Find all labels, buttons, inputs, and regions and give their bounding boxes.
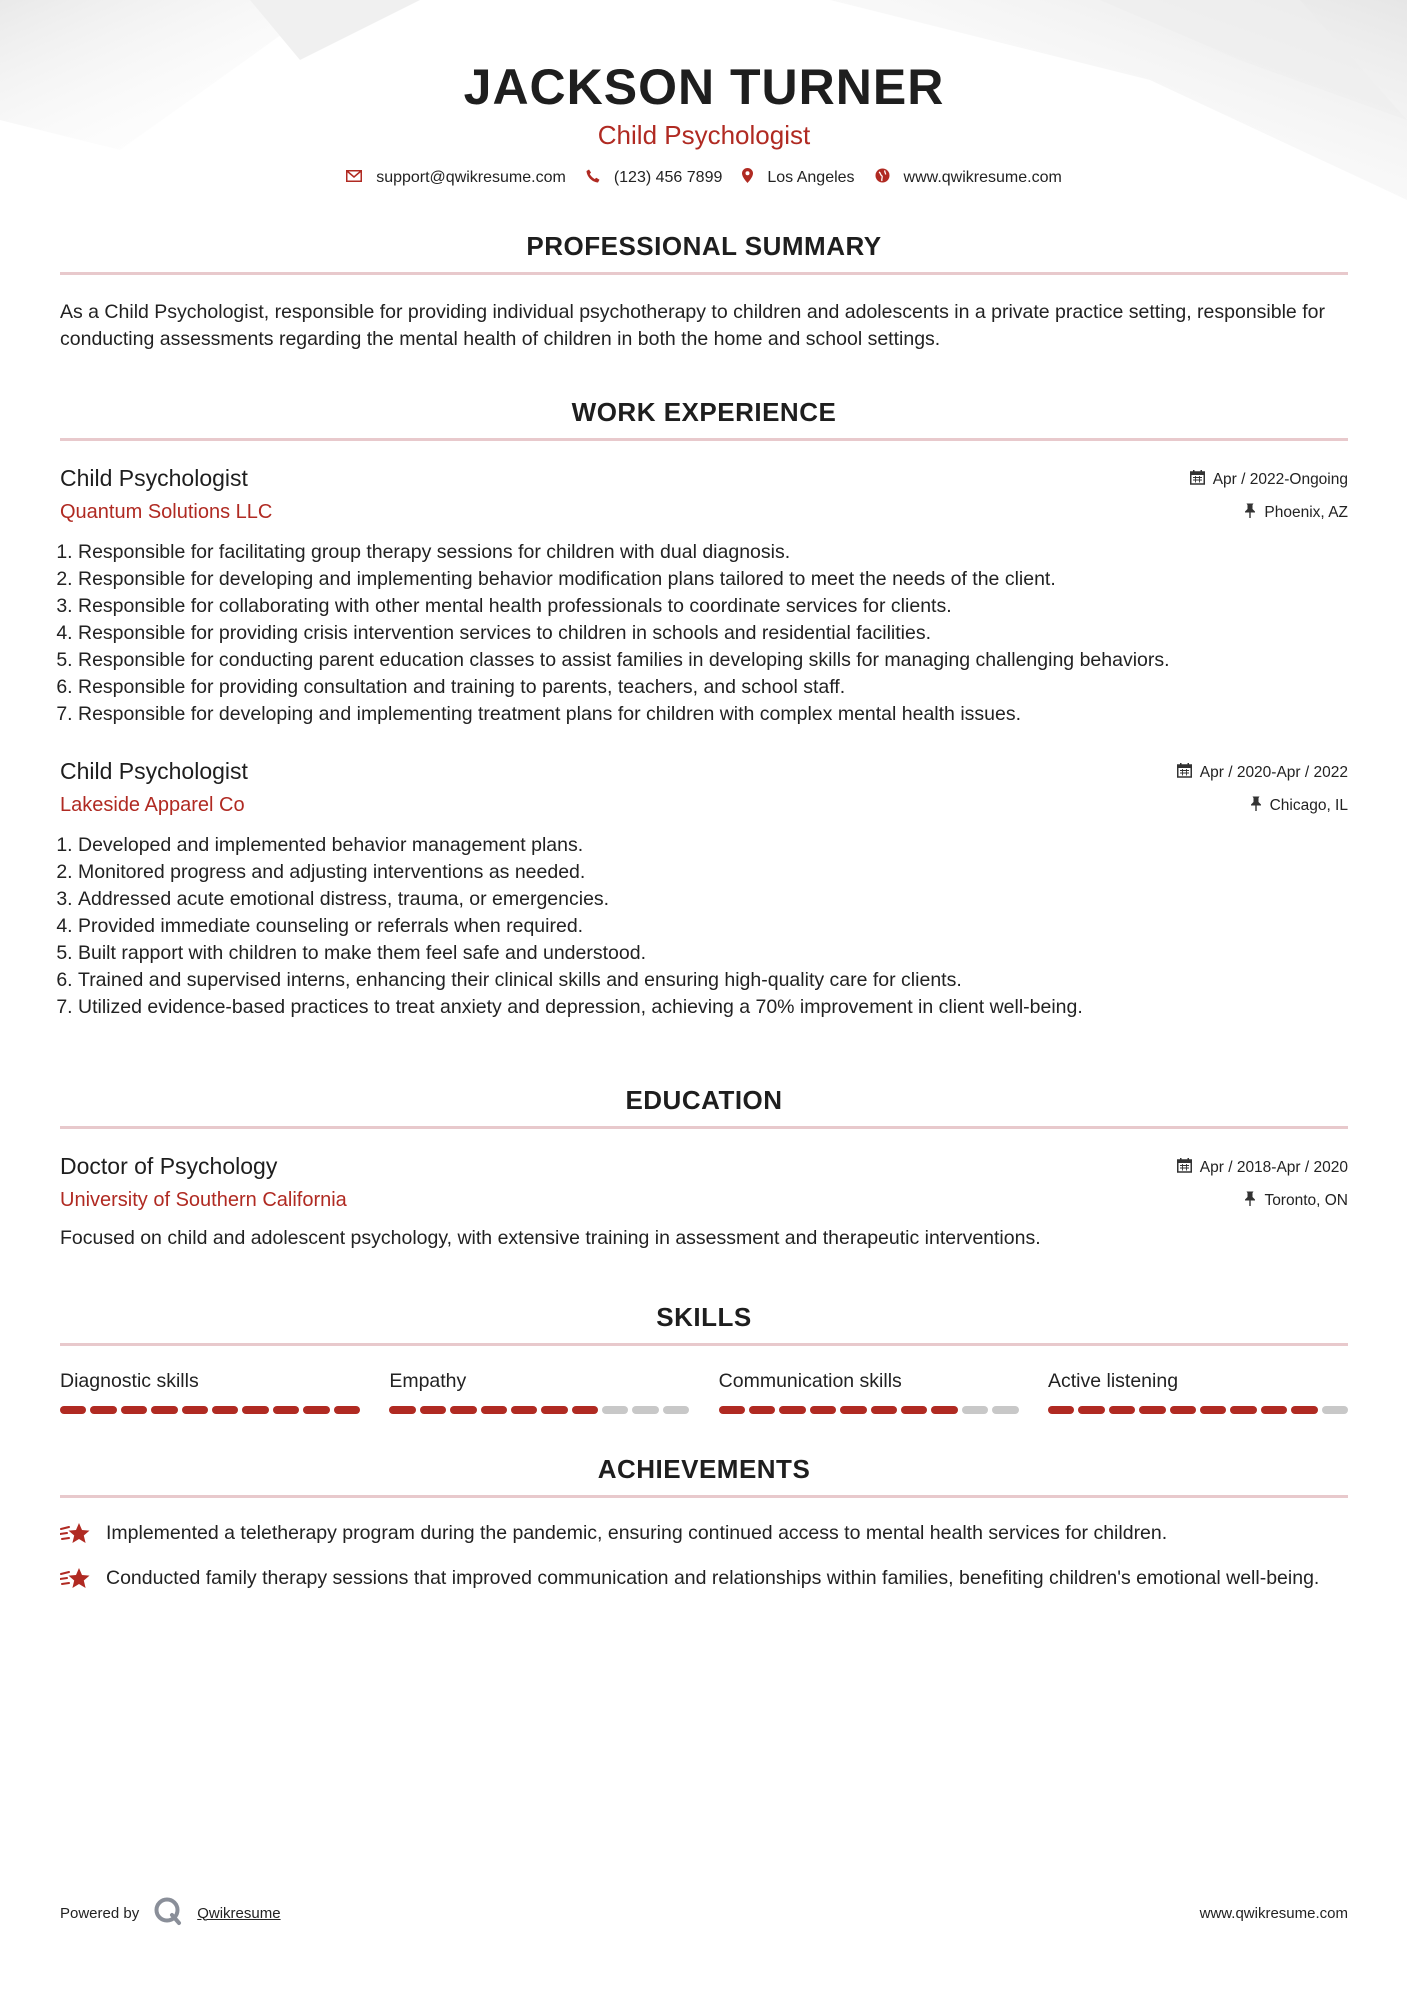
job-dates: Apr / 2020-Apr / 2022 <box>1199 763 1348 781</box>
calendar-icon <box>1190 470 1205 489</box>
skill-dot-filled <box>1170 1406 1196 1414</box>
skill-dot-filled <box>1230 1406 1256 1414</box>
job-responsibilities <box>60 832 1348 1021</box>
experience-heading: WORK EXPERIENCE <box>571 397 837 427</box>
skill-dot-filled <box>242 1406 268 1414</box>
list-item: 5. Built rapport with children to make them feel safe and understood. <box>78 940 1348 967</box>
job-responsibilities <box>60 539 1348 728</box>
skill-dot-empty <box>602 1406 628 1414</box>
list-item: 1. Developed and implemented behavior management plans. <box>78 832 1348 859</box>
job-location: Phoenix, AZ <box>1264 503 1348 521</box>
education-entry <box>60 1151 1348 1252</box>
list-item: 1. Responsible for facilitating group therapy sessions for children with dual diagnosis. <box>78 539 1348 566</box>
powered-by-label: Powered by <box>60 1904 140 1922</box>
candidate-title: Child Psychologist <box>597 120 811 150</box>
skill-dot-filled <box>541 1406 567 1414</box>
summary-heading: PROFESSIONAL SUMMARY <box>526 231 882 261</box>
job-company: Quantum Solutions LLC <box>60 501 273 523</box>
skill-item <box>1048 1368 1348 1414</box>
skill-name: Communication skills <box>718 1370 902 1392</box>
skill-dot-empty <box>1322 1406 1348 1414</box>
skill-dot-filled <box>1109 1406 1135 1414</box>
resume-page <box>60 0 1348 1610</box>
skill-dot-filled <box>182 1406 208 1414</box>
list-item: 6. Responsible for providing consultation and training to parents, teachers, and school staff. <box>78 674 1348 701</box>
summary-section <box>60 231 1348 353</box>
calendar-icon <box>1177 763 1192 782</box>
contact-bar <box>60 168 1348 187</box>
skill-dot-filled <box>212 1406 238 1414</box>
skill-dot-filled <box>1078 1406 1104 1414</box>
job-company: Lakeside Apparel Co <box>60 794 245 816</box>
skill-dot-filled <box>60 1406 86 1414</box>
skill-dot-filled <box>810 1406 836 1414</box>
achievement-text: Implemented a teletherapy program during the pandemic, ensuring continued access to mental health services for children. <box>106 1522 1168 1544</box>
skill-item <box>389 1368 689 1414</box>
shooting-star-icon <box>60 1520 92 1548</box>
achievements-heading: ACHIEVEMENTS <box>597 1454 811 1484</box>
degree-title: Doctor of Psychology <box>60 1153 278 1179</box>
qwikresume-logo-icon <box>153 1896 183 1930</box>
school-name: University of Southern California <box>60 1189 347 1211</box>
skill-rating <box>60 1406 360 1414</box>
list-item: 3. Responsible for collaborating with other mental health professionals to coordinate services for clients. <box>78 593 1348 620</box>
skill-item <box>60 1368 360 1414</box>
list-item: 6. Trained and supervised interns, enhancing their clinical skills and ensuring high-quality care for clients. <box>78 967 1348 994</box>
website-text: www.qwikresume.com <box>903 168 1062 186</box>
skill-dot-filled <box>1139 1406 1165 1414</box>
skill-dot-filled <box>1261 1406 1287 1414</box>
job-dates: Apr / 2022-Ongoing <box>1212 470 1348 488</box>
skill-item <box>719 1368 1019 1414</box>
skill-dot-filled <box>1048 1406 1074 1414</box>
footer-website[interactable]: www.qwikresume.com <box>1199 1904 1348 1922</box>
calendar-icon <box>1177 1158 1192 1177</box>
skill-dot-filled <box>121 1406 147 1414</box>
achievements-section <box>60 1454 1348 1593</box>
phone-icon <box>586 169 600 187</box>
skill-dot-empty <box>962 1406 988 1414</box>
skill-dot-filled <box>450 1406 476 1414</box>
skill-rating <box>1048 1406 1348 1414</box>
phone-text: (123) 456 7899 <box>613 168 723 186</box>
job-title: Child Psychologist <box>60 758 248 784</box>
qwikresume-link[interactable]: Qwikresume <box>197 1904 281 1922</box>
globe-icon <box>875 168 890 187</box>
page-footer <box>60 1896 1348 1930</box>
section-divider <box>60 272 1348 275</box>
skill-dot-filled <box>871 1406 897 1414</box>
contact-location <box>742 168 854 187</box>
location-text: Los Angeles <box>767 168 855 186</box>
list-item: 4. Provided immediate counseling or referrals when required. <box>78 913 1348 940</box>
skill-dot-filled <box>931 1406 957 1414</box>
skill-name: Diagnostic skills <box>60 1370 199 1392</box>
resume-header <box>60 0 1348 187</box>
skill-rating <box>719 1406 1019 1414</box>
skill-dot-filled <box>1291 1406 1317 1414</box>
skills-list <box>60 1368 1348 1414</box>
section-divider <box>60 1343 1348 1346</box>
experience-section <box>60 397 1348 1021</box>
skill-dot-filled <box>901 1406 927 1414</box>
skill-dot-empty <box>992 1406 1018 1414</box>
list-item: 4. Responsible for providing crisis intervention services to children in schools and residential facilities. <box>78 620 1348 647</box>
job-entry <box>60 756 1348 1021</box>
section-divider <box>60 1495 1348 1498</box>
contact-email[interactable] <box>346 169 566 187</box>
candidate-name: JACKSON TURNER <box>463 59 945 115</box>
list-item: 2. Responsible for developing and implementing behavior modification plans tailored to meet the needs of the client. <box>78 566 1348 593</box>
envelope-icon <box>346 169 362 186</box>
skill-dot-filled <box>303 1406 329 1414</box>
skill-dot-filled <box>389 1406 415 1414</box>
skills-heading: SKILLS <box>656 1302 752 1332</box>
achievements-list <box>60 1520 1348 1593</box>
section-divider <box>60 438 1348 441</box>
education-heading: EDUCATION <box>625 1085 783 1115</box>
skill-dot-empty <box>632 1406 658 1414</box>
skills-section <box>60 1302 1348 1414</box>
skill-dot-filled <box>719 1406 745 1414</box>
skill-dot-filled <box>749 1406 775 1414</box>
contact-phone[interactable] <box>586 169 723 187</box>
skill-dot-filled <box>481 1406 507 1414</box>
list-item: 2. Monitored progress and adjusting interventions as needed. <box>78 859 1348 886</box>
education-dates: Apr / 2018-Apr / 2020 <box>1199 1158 1348 1176</box>
map-pin-icon <box>742 168 753 187</box>
shooting-star-icon <box>60 1565 92 1593</box>
summary-text: As a Child Psychologist, responsible for providing individual psychotherapy to children and adolescents in a private practice setting, responsible for conducting assessments regarding the mental health of children in both the home and school settings. <box>60 301 1325 350</box>
list-item: 7. Utilized evidence-based practices to treat anxiety and depression, achieving a 70% improvement in client well-being. <box>78 994 1348 1021</box>
job-title: Child Psychologist <box>60 465 248 491</box>
skill-dot-empty <box>663 1406 689 1414</box>
email-text: support@qwikresume.com <box>376 168 566 186</box>
pushpin-icon <box>1250 796 1262 815</box>
list-item: 3. Addressed acute emotional distress, trauma, or emergencies. <box>78 886 1348 913</box>
contact-website[interactable] <box>875 168 1062 187</box>
skill-dot-filled <box>1200 1406 1226 1414</box>
skill-dot-filled <box>90 1406 116 1414</box>
skill-dot-filled <box>572 1406 598 1414</box>
job-entry <box>60 463 1348 728</box>
skill-dot-filled <box>420 1406 446 1414</box>
skill-name: Active listening <box>1047 1370 1179 1392</box>
skill-dot-filled <box>511 1406 537 1414</box>
section-divider <box>60 1126 1348 1129</box>
list-item: 5. Responsible for conducting parent education classes to assist families in developing skills for managing challenging behaviors. <box>78 647 1348 674</box>
skill-dot-filled <box>334 1406 360 1414</box>
skill-dot-filled <box>273 1406 299 1414</box>
education-section <box>60 1085 1348 1252</box>
job-location: Chicago, IL <box>1269 796 1348 814</box>
list-item: 7. Responsible for developing and implementing treatment plans for children with complex mental health issues. <box>78 701 1348 728</box>
skill-dot-filled <box>840 1406 866 1414</box>
skill-rating <box>389 1406 689 1414</box>
education-description: Focused on child and adolescent psychology, with extensive training in assessment and therapeutic interventions. <box>60 1227 1041 1249</box>
skill-dot-filled <box>779 1406 805 1414</box>
education-location: Toronto, ON <box>1264 1191 1348 1209</box>
achievement-item <box>60 1520 1348 1548</box>
pushpin-icon <box>1244 503 1256 522</box>
achievement-item <box>60 1565 1348 1593</box>
skill-name: Empathy <box>389 1370 467 1392</box>
skill-dot-filled <box>151 1406 177 1414</box>
achievement-text: Conducted family therapy sessions that improved communication and relationships within families, benefiting children's emotional well-being. <box>106 1567 1320 1589</box>
pushpin-icon <box>1244 1191 1256 1210</box>
